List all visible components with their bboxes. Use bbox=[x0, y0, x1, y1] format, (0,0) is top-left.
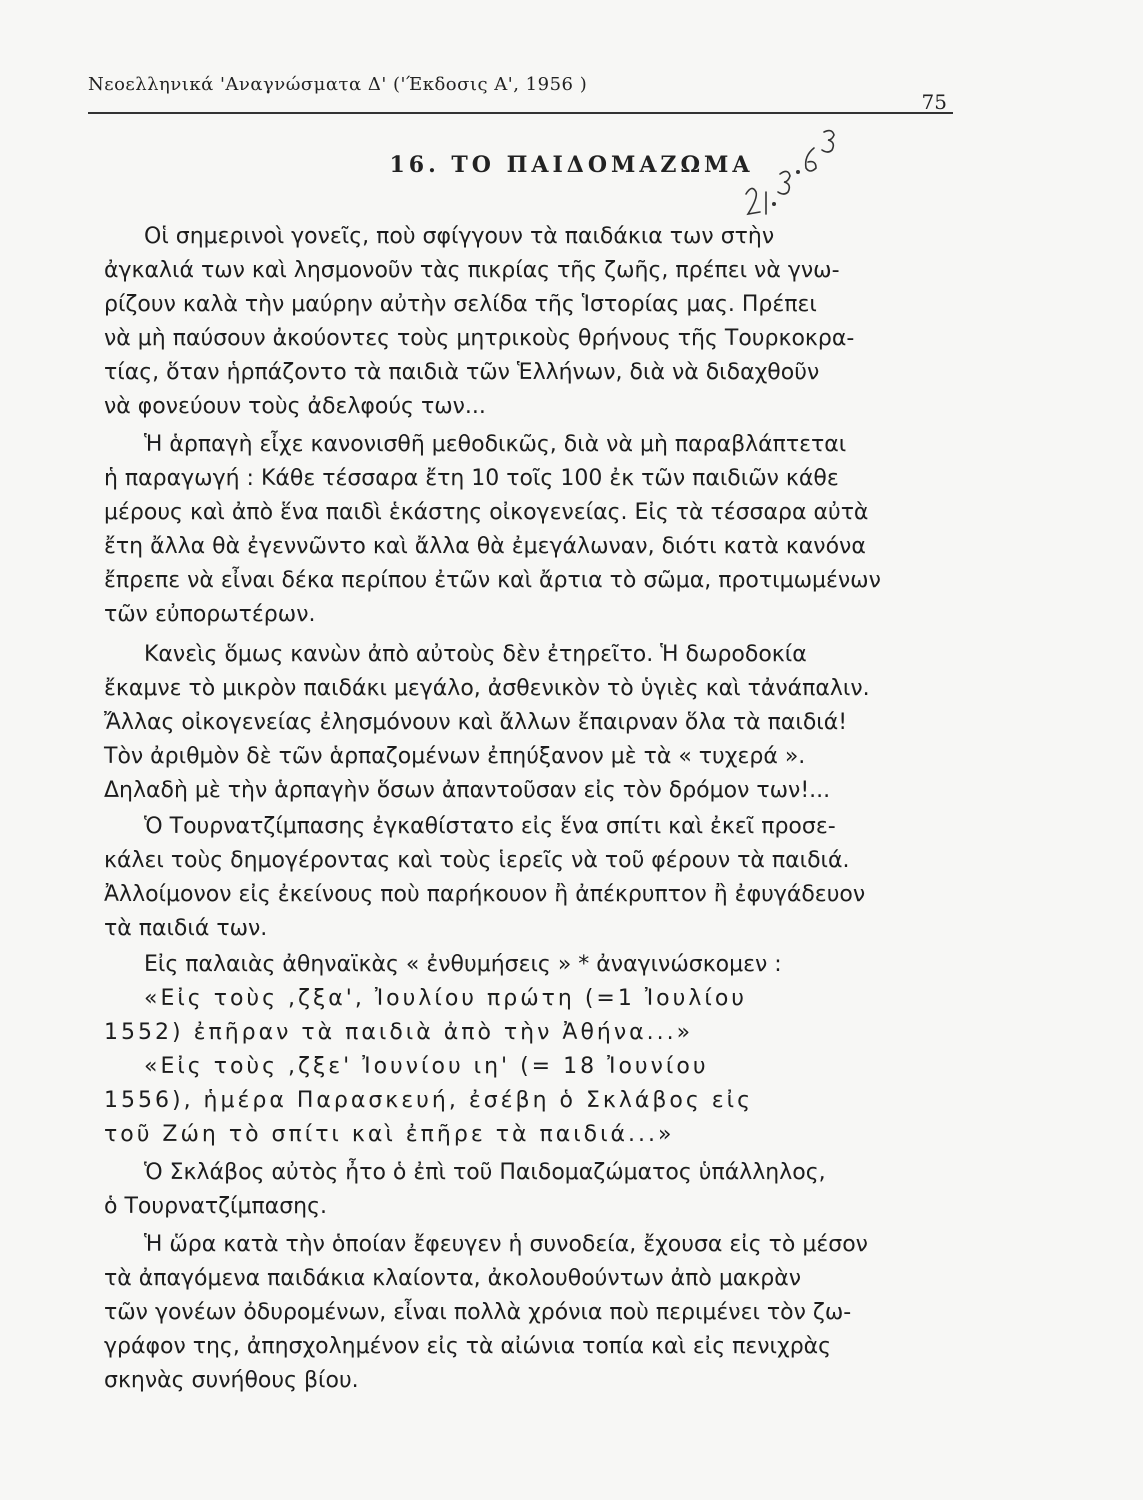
text-line: Εἰς παλαιὰς ἀθηναϊκὰς « ἐνθυμήσεις » * ἀναγινώσκομεν : bbox=[144, 952, 782, 977]
quote-line: 1556), ἡμέρα Παρασκευή, ἐσέβη ὁ Σκλάβος εἰς bbox=[104, 1088, 754, 1113]
text-line: ρίζουν καλὰ τὴν μαύρην αὐτὴν σελίδα τῆς Ἱστορίας μας. Πρέπει bbox=[104, 292, 817, 317]
text-line: τῶν εὐπορωτέρων. bbox=[104, 602, 316, 627]
text-line: μέρους καὶ ἀπὸ ἕνα παιδὶ ἑκάστης οἰκογενείας. Εἰς τὰ τέσσαρα αὐτὰ bbox=[104, 500, 869, 525]
quote-line: «Εἰς τοὺς ,ζξα', Ἰουλίου πρώτη (=1 Ἰουλίου bbox=[144, 986, 748, 1011]
text-line: Ἀλλοίμονον εἰς ἐκείνους ποὺ παρήκουον ἢ ἀπέκρυπτον ἢ ἐφυγάδευον bbox=[104, 882, 866, 907]
text-line: τίας, ὅταν ἡρπάζοντο τὰ παιδιὰ τῶν Ἑλλήνων, διὰ νὰ διδαχθοῦν bbox=[104, 360, 820, 385]
text-line: ὁ Τουρνατζίμπασης. bbox=[104, 1194, 328, 1219]
text-line: ἡ παραγωγή : Κάθε τέσσαρα ἔτη 10 τοῖς 100 ἐκ τῶν παιδιῶν κάθε bbox=[104, 466, 839, 491]
chapter-title: 16. ΤΟ ΠΑΙΔΟΜΑΖΩΜΑ bbox=[389, 152, 754, 178]
text-line: τῶν γονέων ὀδυρομένων, εἶναι πολλὰ χρόνια ποὺ περιμένει τὸν ζω- bbox=[104, 1300, 852, 1325]
text-line: τὰ ἀπαγόμενα παιδάκια κλαίοντα, ἀκολουθούντων ἀπὸ μακρὰν bbox=[104, 1266, 802, 1291]
running-title: Νεοελληνικά 'Αναγνώσματα Δ' ('Έκδοσις Α', 1956 ) bbox=[88, 74, 588, 95]
text-line: νὰ μὴ παύσουν ἀκούοντες τοὺς μητρικοὺς θρήνους τῆς Τουρκοκρα- bbox=[104, 326, 855, 351]
quote-line: 1552) ἐπῆραν τὰ παιδιὰ ἀπὸ τὴν Ἀθήνα...» bbox=[104, 1020, 694, 1045]
running-header bbox=[88, 72, 953, 114]
text-line: Οἱ σημερινοὶ γονεῖς, ποὺ σφίγγουν τὰ παιδάκια των στὴν bbox=[144, 224, 775, 249]
quote-line: «Εἰς τοὺς ,ζξε' Ἰουνίου ιη' (= 18 Ἰουνίου bbox=[144, 1054, 709, 1079]
text-line: Ἡ ὥρα κατὰ τὴν ὁποίαν ἔφευγεν ἡ συνοδεία, ἔχουσα εἰς τὸ μέσον bbox=[144, 1232, 868, 1257]
text-line: ἀγκαλιά των καὶ λησμονοῦν τὰς πικρίας τῆς ζωῆς, πρέπει νὰ γνω- bbox=[104, 258, 840, 283]
text-line: τὰ παιδιά των. bbox=[104, 916, 268, 941]
text-line: ἔκαμνε τὸ μικρὸν παιδάκι μεγάλο, ἀσθενικὸν τὸ ὑγιὲς καὶ τἀνάπαλιν. bbox=[104, 676, 870, 701]
text-line: Ὁ Σκλάβος αὐτὸς ἦτο ὁ ἐπὶ τοῦ Παιδομαζώματος ὑπάλληλος, bbox=[144, 1160, 826, 1185]
text-line: νὰ φονεύουν τοὺς ἀδελφούς των... bbox=[104, 394, 486, 419]
text-line: Τὸν ἀριθμὸν δὲ τῶν ἁρπαζομένων ἐπηύξανον μὲ τὰ « τυχερά ». bbox=[104, 744, 806, 769]
quote-line: τοῦ Ζώη τὸ σπίτι καὶ ἐπῆρε τὰ παιδιά...» bbox=[104, 1122, 675, 1147]
text-line: Δηλαδὴ μὲ τὴν ἁρπαγὴν ὅσων ἀπαντοῦσαν εἰς τὸν δρόμον των!... bbox=[104, 778, 831, 803]
text-line: σκηνὰς συνήθους βίου. bbox=[104, 1368, 359, 1393]
text-line: ἔπρεπε νὰ εἶναι δέκα περίπου ἐτῶν καὶ ἄρτια τὸ σῶμα, προτιμωμένων bbox=[104, 568, 881, 593]
text-line: Κανεὶς ὅμως κανὼν ἀπὸ αὐτοὺς δὲν ἐτηρεῖτο. Ἡ δωροδοκία bbox=[144, 642, 807, 667]
text-line: κάλει τοὺς δημογέροντας καὶ τοὺς ἱερεῖς νὰ τοῦ φέρουν τὰ παιδιά. bbox=[104, 848, 850, 873]
page-number: 75 bbox=[921, 90, 947, 114]
text-line: Ἄλλας οἰκογενείας ἐλησμόνουν καὶ ἄλλων ἔπαιρναν ὅλα τὰ παιδιά! bbox=[104, 710, 848, 735]
text-line: γράφον της, ἀπησχολημένον εἰς τὰ αἰώνια τοπία καὶ εἰς πενιχρὰς bbox=[104, 1334, 832, 1359]
text-line: Ἡ ἁρπαγὴ εἶχε κανονισθῆ μεθοδικῶς, διὰ νὰ μὴ παραβλάπτεται bbox=[144, 432, 847, 457]
text-line: Ὁ Τουρνατζίμπασης ἐγκαθίστατο εἰς ἕνα σπίτι καὶ ἐκεῖ προσε- bbox=[144, 814, 836, 839]
text-line: ἔτη ἄλλα θὰ ἐγεννῶντο καὶ ἄλλα θὰ ἐμεγάλωναν, διότι κατὰ κανόνα bbox=[104, 534, 866, 559]
